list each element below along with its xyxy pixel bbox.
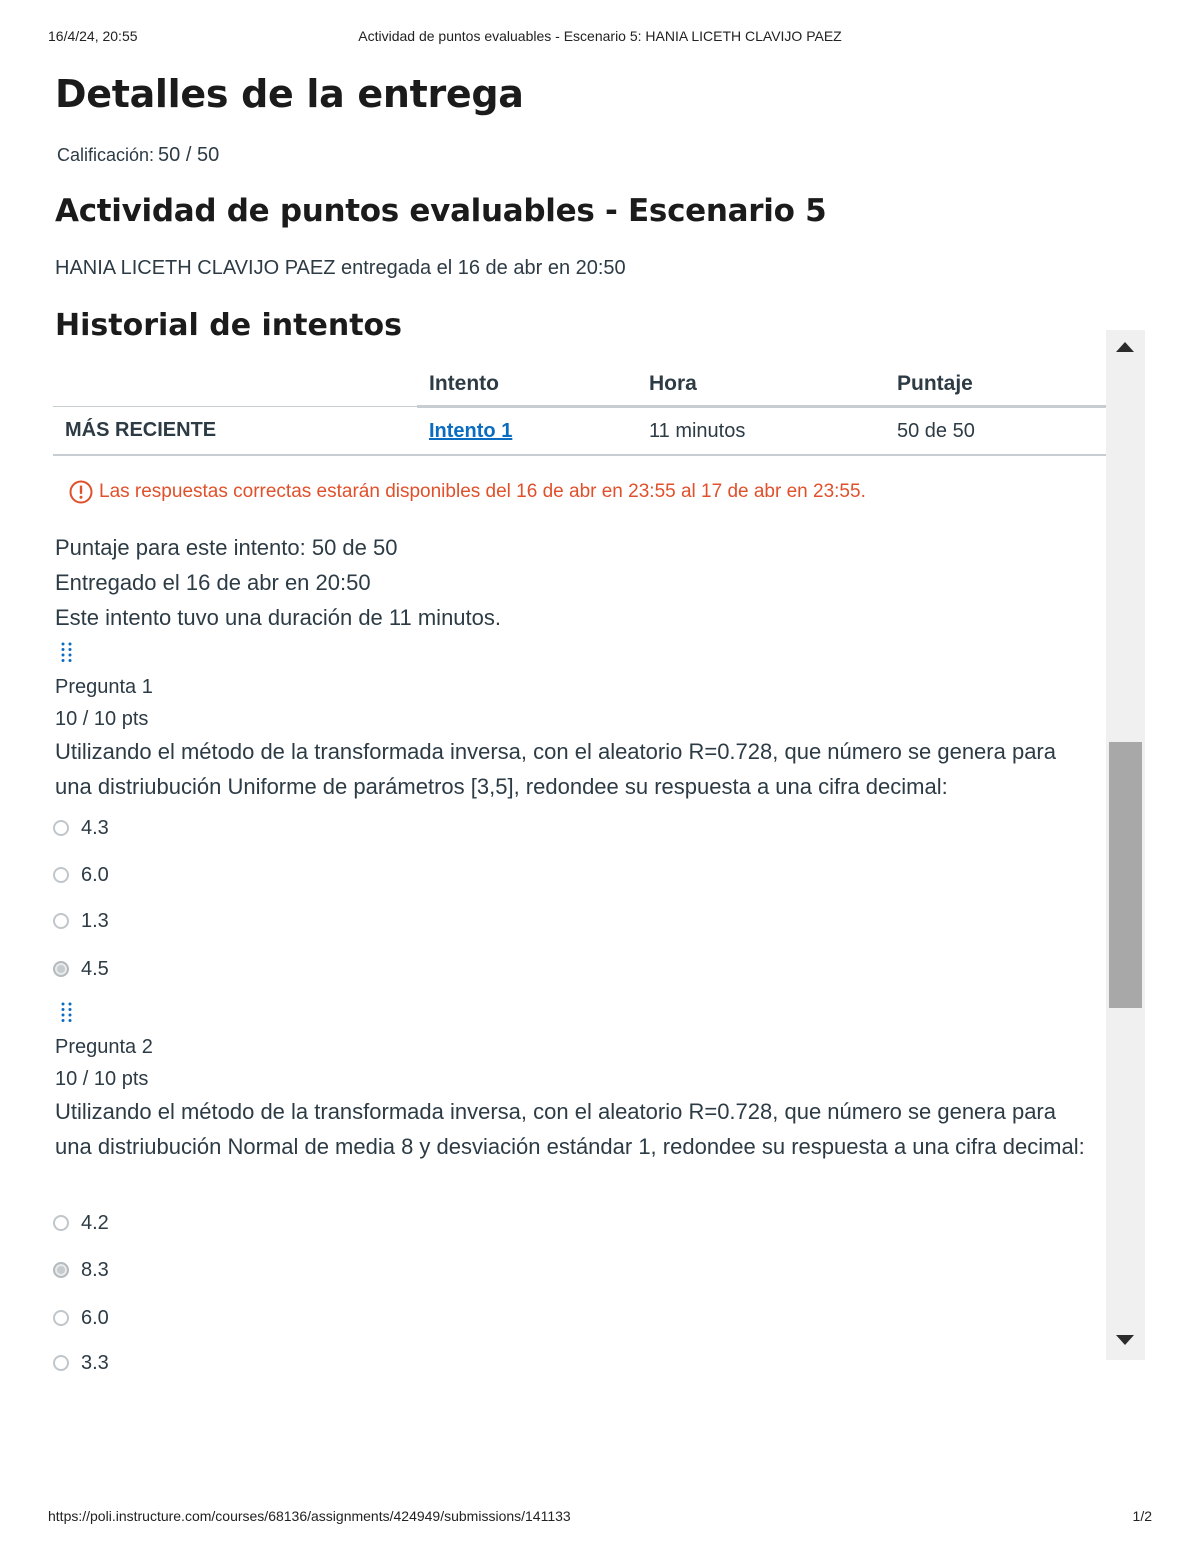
question-2-title: Pregunta 2 (55, 1036, 153, 1058)
attempt-link[interactable]: Intento 1 (429, 419, 513, 442)
vertical-scrollbar[interactable] (1106, 330, 1145, 1360)
exclamation-circle-icon (69, 480, 93, 504)
answer-label: 6.0 (81, 863, 109, 886)
print-date: 16/4/24, 20:55 (48, 28, 138, 44)
print-header (48, 28, 1152, 48)
attempt-history-table (53, 363, 1106, 456)
question-1-answer-1[interactable] (53, 815, 109, 841)
column-header-attempt: Intento (417, 363, 637, 407)
grade-label: Calificación: (57, 145, 155, 165)
radio-button[interactable] (53, 820, 69, 836)
triangle-up-icon[interactable] (1116, 342, 1134, 352)
answer-label: 4.2 (81, 1211, 109, 1234)
score-cell: 50 de 50 (885, 407, 1106, 456)
question-2-answer-3[interactable] (53, 1305, 109, 1331)
radio-button-selected[interactable] (53, 961, 69, 977)
submission-frame[interactable] (53, 308, 1145, 1374)
attempt-history-heading: Historial de intentos (55, 308, 403, 343)
answer-label: 4.5 (81, 957, 109, 980)
triangle-down-icon[interactable] (1116, 1335, 1134, 1345)
table-row (53, 407, 1106, 456)
radio-button-selected[interactable] (53, 1262, 69, 1278)
radio-button[interactable] (53, 1310, 69, 1326)
drag-handle-icon[interactable] (59, 641, 75, 663)
attempt-duration: Este intento tuvo una duración de 11 minutos. (55, 605, 501, 630)
grade (57, 144, 219, 167)
question-2-points: 10 / 10 pts (55, 1068, 149, 1090)
attempt-score: Puntaje para este intento: 50 de 50 (55, 535, 398, 560)
most-recent-label: MÁS RECIENTE (53, 407, 417, 456)
question-1-answer-3[interactable] (53, 908, 109, 934)
scrollbar-thumb[interactable] (1109, 742, 1142, 1008)
question-2-text: Utilizando el método de la transformada inversa, con el aleatorio R=0.728, que número se genera para una distriubución Normal de media 8 y desviación estándar 1, redondee su respuesta a una cifra decimal: (55, 1099, 1085, 1159)
attempt-cell (417, 407, 637, 456)
grade-value: 50 / 50 (158, 144, 220, 166)
radio-button[interactable] (53, 867, 69, 883)
radio-button[interactable] (53, 1355, 69, 1371)
question-1-answer-4[interactable] (53, 956, 109, 982)
column-header-score: Puntaje (885, 363, 1106, 407)
drag-handle-icon[interactable] (59, 1001, 75, 1023)
print-footer (48, 1508, 1152, 1528)
print-url: https://poli.instructure.com/courses/68136/assignments/424949/submissions/141133 (48, 1508, 571, 1524)
column-header-blank (53, 363, 417, 407)
table-header-row (53, 363, 1106, 407)
answer-label: 4.3 (81, 816, 109, 839)
answer-label: 6.0 (81, 1306, 109, 1329)
radio-button[interactable] (53, 913, 69, 929)
attempt-summary (55, 530, 501, 635)
submission-info: HANIA LICETH CLAVIJO PAEZ entregada el 16 de abr en 20:50 (55, 257, 626, 279)
question-1-points: 10 / 10 pts (55, 708, 149, 730)
question-2-answer-1[interactable] (53, 1210, 109, 1236)
column-header-time: Hora (637, 363, 885, 407)
radio-button[interactable] (53, 1215, 69, 1231)
question-1-answer-2[interactable] (53, 862, 109, 888)
notice-text: Las respuestas correctas estarán disponibles del 16 de abr en 23:55 al 17 de abr en 23:55. (99, 481, 866, 502)
submission-frame-content (53, 308, 1106, 1374)
question-2-answer-4[interactable] (53, 1350, 109, 1376)
assignment-title: Actividad de puntos evaluables - Escenario 5 (55, 193, 827, 229)
attempt-submitted: Entregado el 16 de abr en 20:50 (55, 570, 371, 595)
question-1-title: Pregunta 1 (55, 676, 153, 698)
print-document-title: Actividad de puntos evaluables - Escenario 5: HANIA LICETH CLAVIJO PAEZ (358, 28, 842, 44)
answer-label: 3.3 (81, 1351, 109, 1374)
answer-label: 1.3 (81, 909, 109, 932)
print-page-number: 1/2 (1132, 1508, 1152, 1524)
time-cell: 11 minutos (637, 407, 885, 456)
page-title: Detalles de la entrega (55, 72, 524, 116)
question-1-text: Utilizando el método de la transformada inversa, con el aleatorio R=0.728, que número se genera para una distriubución Uniforme de parámetros [3,5], redondee su respuesta a una cifra decimal: (55, 739, 1056, 799)
question-2-answer-2[interactable] (53, 1257, 109, 1283)
answers-availability-notice (69, 480, 866, 504)
answer-label: 8.3 (81, 1258, 109, 1281)
